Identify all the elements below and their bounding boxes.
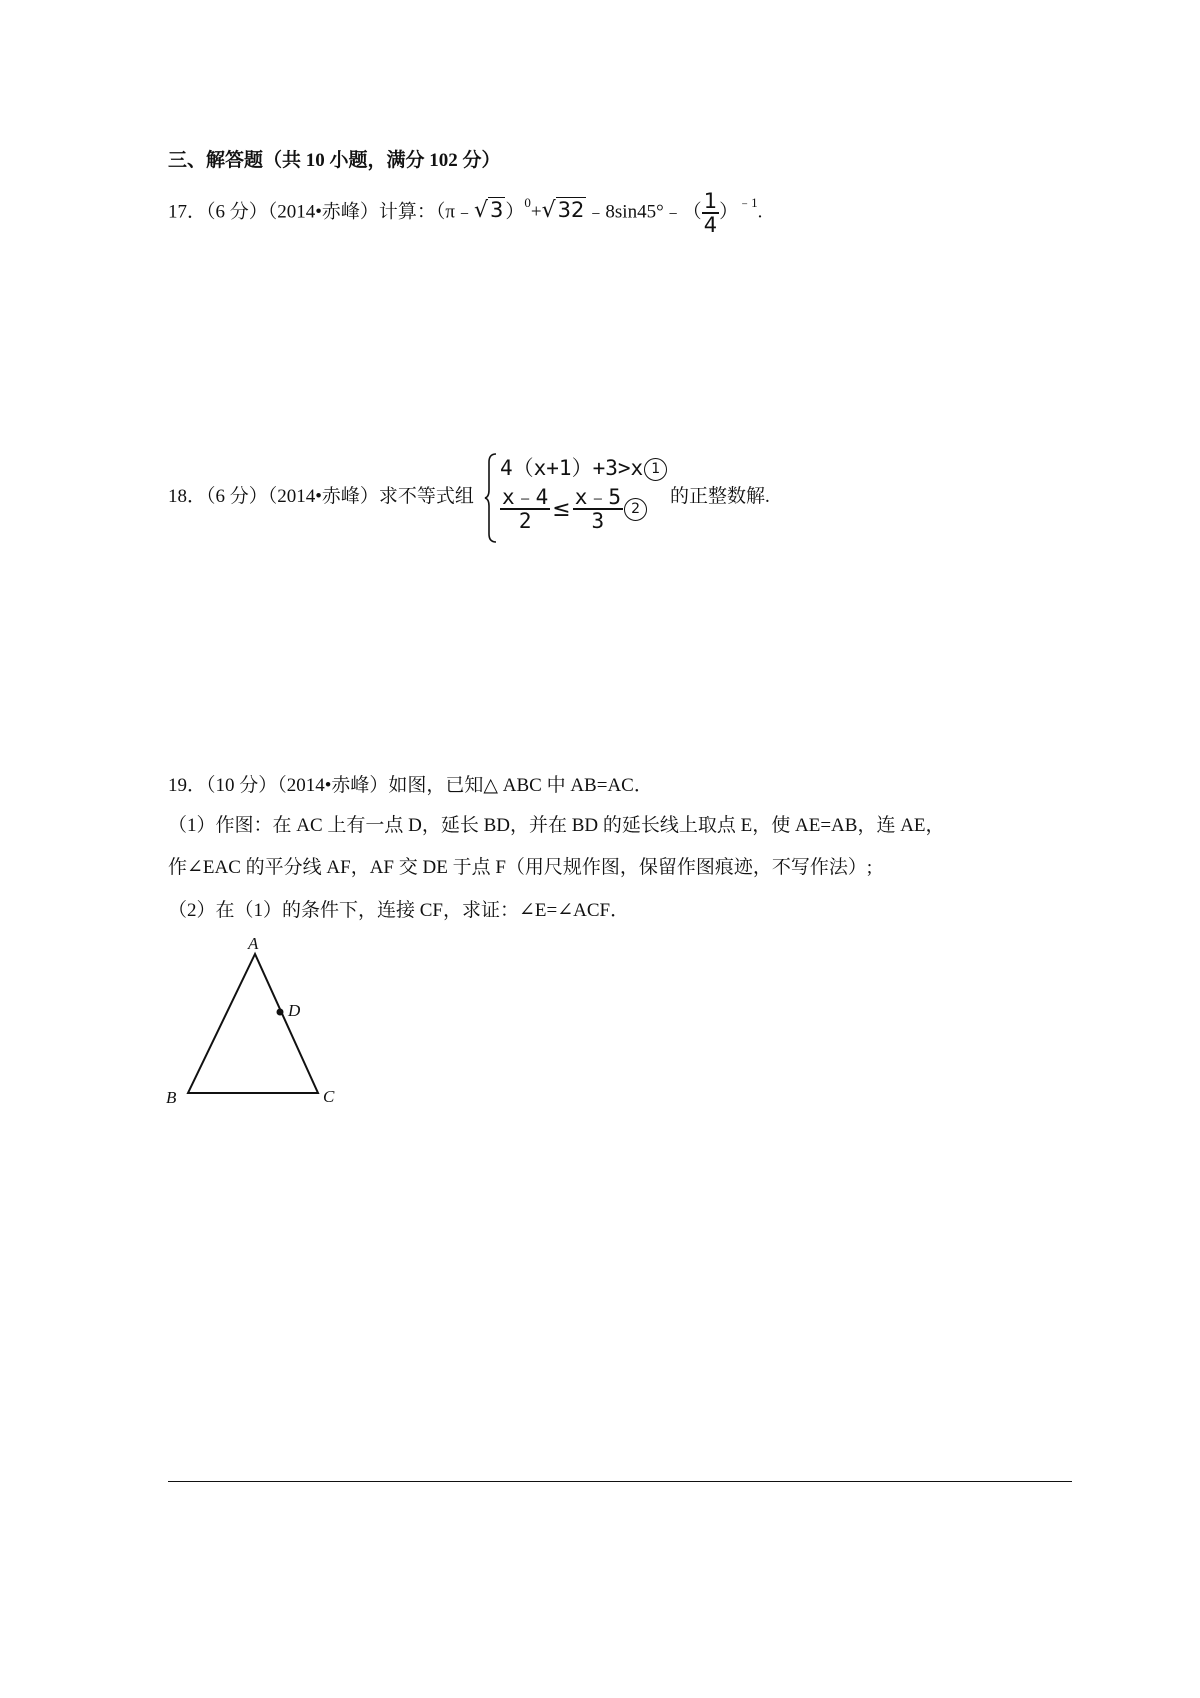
label-c: C (323, 1087, 335, 1106)
triangle-figure (160, 930, 350, 1115)
point-d (277, 1009, 284, 1016)
q17-prefix: 17．（6 分）（2014•赤峰）计算：（π﹣ (168, 201, 474, 223)
q18-inequality-2 (500, 486, 647, 532)
q17-exponent-neg1: ﹣1 (738, 195, 758, 211)
q19-line-2: （1）作图：在 AC 上有一点 D，延长 BD，并在 BD 的延长线上取点 E，使 AE=AB，连 AE， (168, 815, 945, 836)
triangle-abc (188, 954, 318, 1093)
question-17: 17．（6 分）（2014•赤峰）计算：（π﹣√3 ）$^0$+√32 ﹣8sin45°﹣（ $\frac{1}{4}$ ）$^{﹣1}$. (168, 189, 763, 237)
q17-sqrt32: √32 (541, 198, 585, 224)
q19-line-4: （2）在（1）的条件下，连接 CF，求证：∠E=∠ACF． (168, 900, 630, 921)
q19-line-1: 19．（10 分）（2014•赤峰）如图，已知△ ABC 中 AB=AC． (168, 775, 653, 796)
circled-number-2-icon: 2 (624, 498, 647, 521)
q18-fraction-1: $\frac{x﹣4}{2}$ (502, 485, 549, 533)
circled-number-1-icon: 1 (644, 458, 667, 481)
q18-less-equal: ≤ (552, 496, 571, 522)
label-d: D (288, 1001, 301, 1020)
q18-suffix: 的正整数解. (670, 486, 770, 507)
label-b: B (166, 1088, 177, 1107)
footer-rule (168, 1481, 1072, 1482)
q18-fraction-2: $\frac{x﹣5}{3}$ (574, 485, 622, 533)
q17-fraction: $\frac{1}{4}$ (703, 189, 718, 237)
q17-exponent-zero: 0 (524, 195, 531, 211)
section-title: 三、解答题（共 10 小题，满分 102 分） (168, 150, 501, 171)
q18-inequality-1: 4（x+1）+3>x 1 (500, 452, 667, 482)
q19-line-3: 作∠EAC 的平分线 AF，AF 交 DE 于点 F（用尺规作图，保留作图痕迹，不写作法）; (168, 857, 873, 878)
left-brace-icon (484, 452, 498, 544)
radical-sign-icon: √ (541, 198, 556, 224)
label-a: A (248, 934, 259, 953)
q17-sqrt3: √3 (474, 198, 504, 224)
q18-prefix: 18．（6 分）（2014•赤峰）求不等式组 (168, 486, 474, 507)
radical-sign-icon: √ (474, 198, 489, 224)
